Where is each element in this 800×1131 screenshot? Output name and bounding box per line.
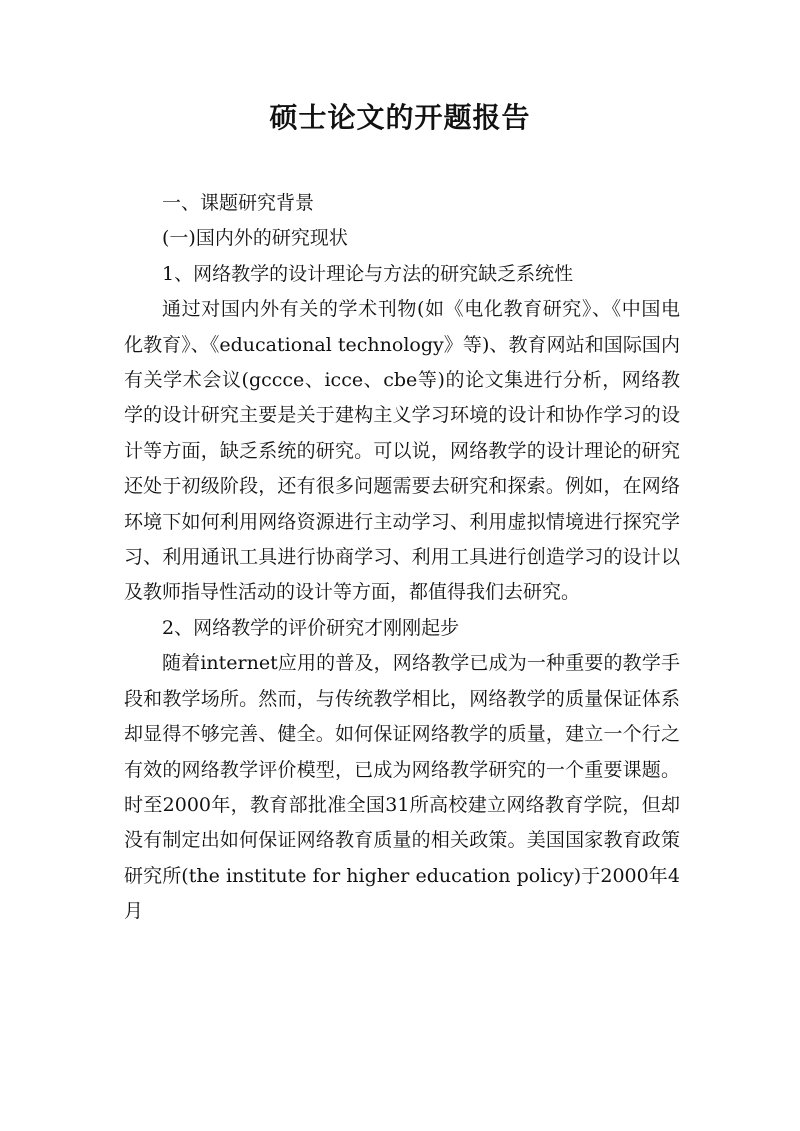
body-paragraph-1: 通过对国内外有关的学术刊物(如《电化教育研究》、《中国电化教育》、《educational technology》等)、教育网站和国际国内有关学术会议(gccce、icce、cbe等)的论文集进行分析，网络教学的设计研究主要是关于建构主义学习环境的设计和协作学习的设计等方面，缺乏系统的研究。可以说，网络教学的设计理论的研究还处于初级阶段，还有很多问题需要去研究和探索。例如，在网络环境下如何利用网络资源进行主动学习、利用虚拟情境进行探究学习、利用通讯工具进行协商学习、利用工具进行创造学习的设计以及教师指导性活动的设计等方面，都值得我们去研究。	[124, 298, 680, 604]
document-title: 硕士论文的开题报告	[269, 101, 531, 134]
topic-heading-1: 1、网络教学的设计理论与方法的研究缺乏系统性	[162, 262, 574, 285]
subsection-heading: (一)国内外的研究现状	[162, 227, 348, 250]
section-heading: 一、课题研究背景	[162, 192, 315, 214]
document-body	[124, 186, 680, 930]
body-paragraph-2: 随着internet应用的普及，网络教学已成为一种重要的教学手段和教学场所。然而，与传统教学相比，网络教学的质量保证体系却显得不够完善、健全。如何保证网络教学的质量，建立一个行之有效的网络教学评价模型，已成为网络教学研究的一个重要课题。时至2000年，教育部批准全国31所高校建立网络教育学院，但却没有制定出如何保证网络教育质量的相关政策。美国国家教育政策研究所(the institute for higher education policy)于2000年4月	[124, 652, 680, 923]
topic-heading-2: 2、网络教学的评价研究才刚刚起步	[162, 616, 460, 639]
